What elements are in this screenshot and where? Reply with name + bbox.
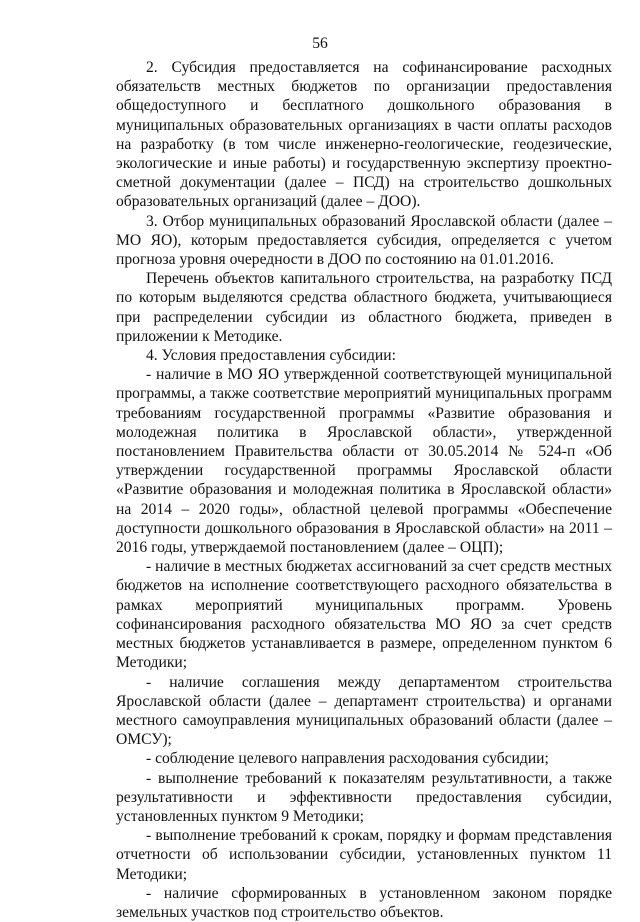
paragraph-selection: 3. Отбор муниципальных образований Ярославской области (далее – МО ЯО), которым предоставляется субсидия, определяется с учетом прогноза уровня очередности в ДОО по состоянию на 01.01.2016. <box>116 212 612 269</box>
list-item-performance: - выполнение требований к показателям результативности, а также результативности и эффективности предоставления субсидии, установленных пунктом 9 Методики; <box>116 769 612 825</box>
list-item-local-budget: - наличие в местных бюджетах ассигнований за счет средств местных бюджетов на исполнение соответствующего расходного обязательства в рамках мероприятий муниципальных программ. Уровень софинансирования расходного обязательства МО ЯО за счет средств местных бюджетов устанавливается в размере, определенном пунктом 6 Методики; <box>116 558 612 672</box>
paragraph-conditions-heading: 4. Условия предоставления субсидии: <box>146 347 396 365</box>
list-item-land-plots: - наличие сформированных в установленном законом порядке земельных участков под строительство объектов. <box>116 884 612 921</box>
list-item-target-use: - соблюдение целевого направления расходования субсидии; <box>146 750 549 768</box>
list-item-municipal-program: - наличие в МО ЯО утвержденной соответствующей муниципальной программы, а также соответствие мероприятий муниципальных программ требованиям государственной программы «Развитие образования и молодежная политика в Ярославской области», утвержденной постановлением Правительства области от 30.05.2014 № 524-п «Об утверждении государственной программы Ярославской области «Развитие образования и молодежная политика в Ярославской области» на 2014 – 2020 годы», областной целевой программы «Обеспечение доступности дошкольного образования в Ярославской области» на 2011 – 2016 годы, утверждаемой постановлением (далее – ОЦП); <box>116 366 612 557</box>
list-item-reporting: - выполнение требований к срокам, порядку и формам представления отчетности об использовании субсидии, установленных пунктом 11 Методики; <box>116 827 612 883</box>
page-number: 56 <box>312 35 328 52</box>
list-item-agreement: - наличие соглашения между департаментом строительства Ярославской области (далее – департамент строительства) и органами местного самоуправления муниципальных образований области (далее – ОМСУ); <box>116 673 612 749</box>
paragraph-object-list: Перечень объектов капитального строительства, на разработку ПСД по которым выделяются средства областного бюджета, учитывающиеся при распределении субсидии из областного бюджета, приведен в приложении к Методике. <box>116 270 612 345</box>
paragraph-subsidy-purpose: 2. Субсидия предоставляется на софинансирование расходных обязательств местных бюджетов по организации предоставления общедоступного и бесплатного дошкольного образования в муниципальных образовательных организациях в части оплаты расходов на разработку (в том числе инженерно-геологические, геодезические, экологические и иные работы) и государственную экспертизу проектно-сметной документации (далее – ПСД) на строительство дошкольных образовательных организаций (далее – ДОО). <box>116 59 612 211</box>
document-body <box>116 58 612 922</box>
